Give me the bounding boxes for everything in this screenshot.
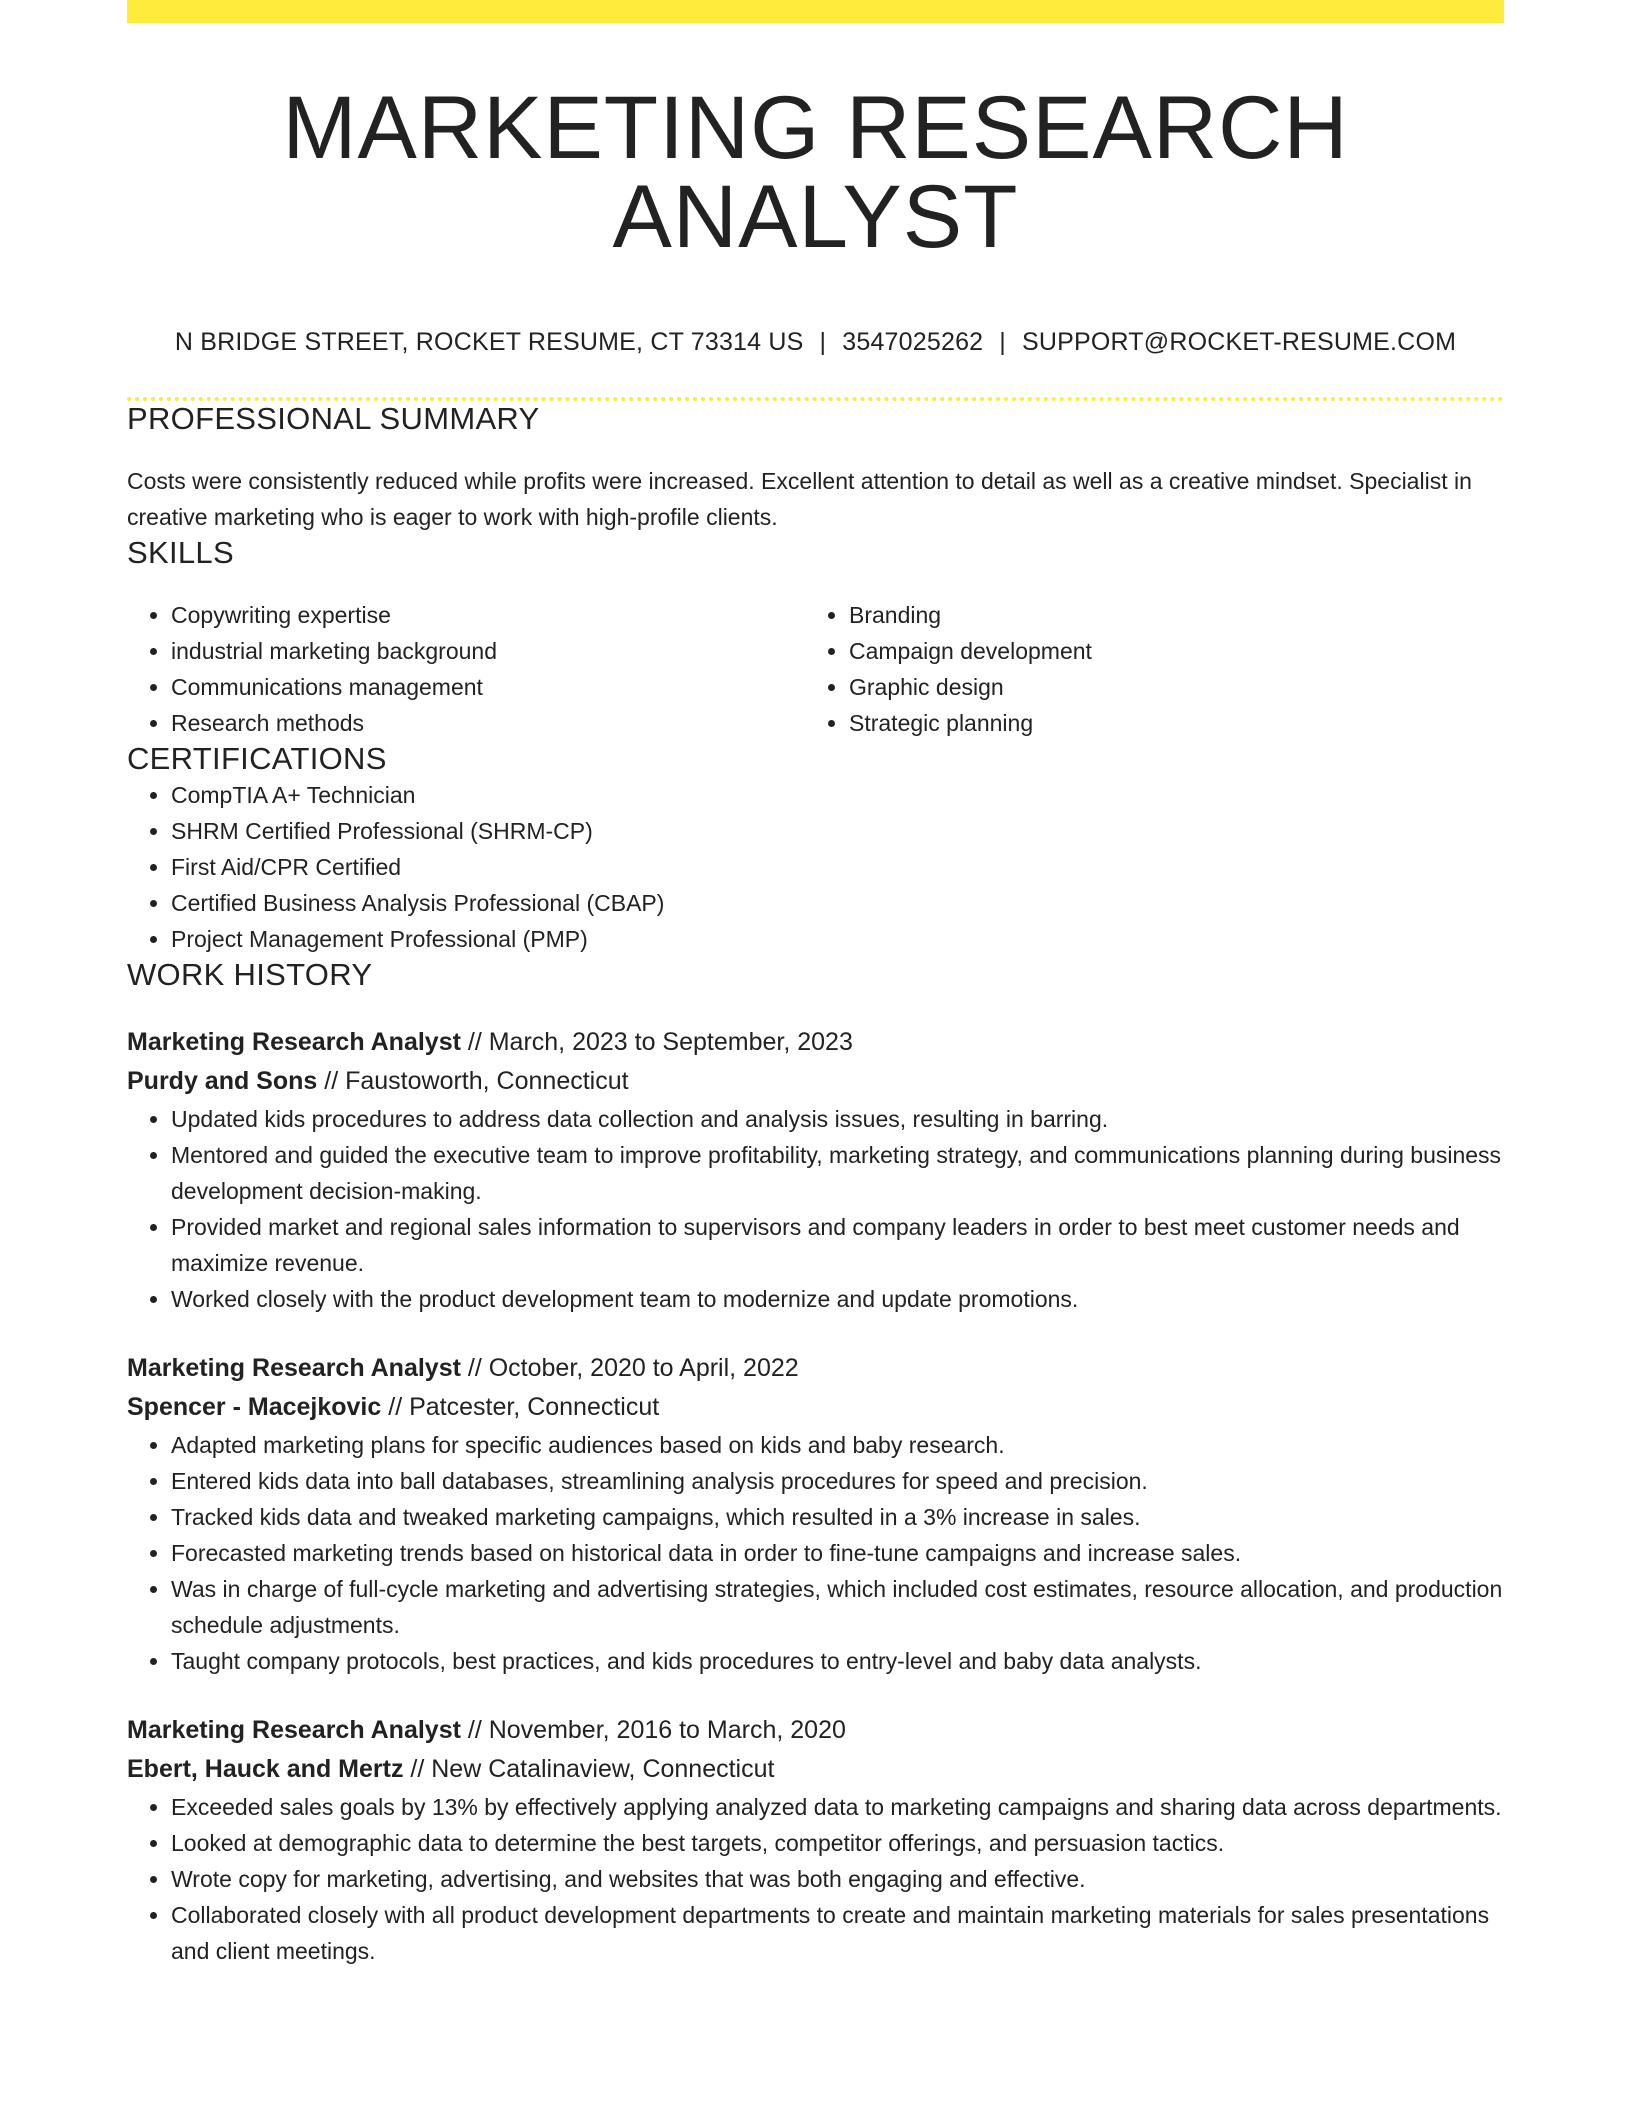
job-title-line <box>127 1349 1504 1388</box>
skill-item: • industrial marketing background <box>171 633 805 669</box>
job-bullet: • Wrote copy for marketing, advertising, and websites that was both engaging and effective. <box>171 1861 1504 1897</box>
job-bullets <box>127 1101 1504 1317</box>
job-bullet: • Exceeded sales goals by 13% by effectively applying analyzed data to marketing campaigns and sharing data across departments. <box>171 1789 1504 1825</box>
certifications-heading: CERTIFICATIONS <box>127 741 387 776</box>
job-dates: // October, 2020 to April, 2022 <box>460 1354 799 1382</box>
job-company-line <box>127 1388 1504 1427</box>
job-bullet: • Collaborated closely with all product development departments to create and maintain marketing materials for sales presentations and client meetings. <box>171 1897 1504 1969</box>
skills-list <box>127 597 1504 741</box>
job-dates: // March, 2023 to September, 2023 <box>460 1028 853 1056</box>
summary-text: Costs were consistently reduced while profits were increased. Excellent attention to detail as well as a creative mindset. Specialist in creative marketing who is eager to work with high-profile clients. <box>127 468 1472 530</box>
contact-phone: 3547025262 <box>842 328 984 356</box>
resume-name: MARKETING RESEARCH ANALYST <box>282 77 1349 266</box>
top-accent-bar <box>127 0 1504 23</box>
job-bullet: • Looked at demographic data to determine the best targets, competitor offerings, and persuasion tactics. <box>171 1825 1504 1861</box>
job-entry <box>127 1349 1504 1679</box>
job-role: Marketing Research Analyst <box>127 1354 461 1382</box>
job-bullet: • Tracked kids data and tweaked marketing campaigns, which resulted in a 3% increase in sales. <box>171 1499 1504 1535</box>
job-dates: // November, 2016 to March, 2020 <box>460 1716 846 1744</box>
job-company: Spencer - Macejkovic <box>127 1393 382 1421</box>
summary-heading: PROFESSIONAL SUMMARY <box>127 401 540 436</box>
certification-item: • Project Management Professional (PMP) <box>171 921 1504 957</box>
skill-item: • Branding <box>849 597 1483 633</box>
job-bullet: • Provided market and regional sales information to supervisors and company leaders in order to best meet customer needs and maximize revenue. <box>171 1209 1504 1281</box>
contact-line <box>127 328 1504 357</box>
job-bullet: • Entered kids data into ball databases, streamlining analysis procedures for speed and precision. <box>171 1463 1504 1499</box>
job-title-line <box>127 1711 1504 1750</box>
job-bullet: • Mentored and guided the executive team to improve profitability, marketing strategy, and communications planning during business development decision-making. <box>171 1137 1504 1209</box>
job-role: Marketing Research Analyst <box>127 1028 461 1056</box>
job-location: // Faustoworth, Connecticut <box>317 1067 629 1095</box>
job-bullet: • Was in charge of full-cycle marketing and advertising strategies, which included cost estimates, resource allocation, and production schedule adjustments. <box>171 1571 1504 1643</box>
certification-item: • CompTIA A+ Technician <box>171 777 1504 813</box>
skill-item: • Campaign development <box>849 633 1483 669</box>
job-role: Marketing Research Analyst <box>127 1716 461 1744</box>
contact-separator: | <box>999 328 1006 356</box>
job-bullets <box>127 1789 1504 1969</box>
job-bullet: • Worked closely with the product development team to modernize and update promotions. <box>171 1281 1504 1317</box>
resume-page <box>127 0 1504 1969</box>
job-entry <box>127 1711 1504 1969</box>
work-history-heading: WORK HISTORY <box>127 957 373 992</box>
job-bullet: • Adapted marketing plans for specific audiences based on kids and baby research. <box>171 1427 1504 1463</box>
skill-item: • Graphic design <box>849 669 1483 705</box>
job-company: Purdy and Sons <box>127 1067 318 1095</box>
job-location: // Patcester, Connecticut <box>381 1393 660 1421</box>
contact-separator: | <box>819 328 827 356</box>
certification-item: • Certified Business Analysis Professional (CBAP) <box>171 885 1504 921</box>
skills-heading: SKILLS <box>127 535 234 570</box>
job-company-line <box>127 1750 1504 1789</box>
job-entry <box>127 1023 1504 1317</box>
job-location: // New Catalinaview, Connecticut <box>403 1755 775 1783</box>
skills-column-left <box>127 597 805 741</box>
skill-item: • Copywriting expertise <box>171 597 805 633</box>
job-title-line <box>127 1023 1504 1062</box>
contact-email: SUPPORT@ROCKET-RESUME.COM <box>1021 328 1457 356</box>
certification-item: • First Aid/CPR Certified <box>171 849 1504 885</box>
certification-item: • SHRM Certified Professional (SHRM-CP) <box>171 813 1504 849</box>
job-bullet: • Taught company protocols, best practices, and kids procedures to entry-level and baby data analysts. <box>171 1643 1504 1679</box>
skills-column-right <box>805 597 1483 741</box>
job-bullet: • Forecasted marketing trends based on historical data in order to fine-tune campaigns and increase sales. <box>171 1535 1504 1571</box>
job-bullets <box>127 1427 1504 1679</box>
skill-item: • Strategic planning <box>849 705 1483 741</box>
skill-item: • Communications management <box>171 669 805 705</box>
job-company: Ebert, Hauck and Mertz <box>127 1755 404 1783</box>
job-company-line <box>127 1062 1504 1101</box>
skill-item: • Research methods <box>171 705 805 741</box>
contact-address: N BRIDGE STREET, ROCKET RESUME, CT 73314 US <box>174 328 804 356</box>
certifications-list <box>127 777 1504 957</box>
job-bullet: • Updated kids procedures to address data collection and analysis issues, resulting in barring. <box>171 1101 1504 1137</box>
